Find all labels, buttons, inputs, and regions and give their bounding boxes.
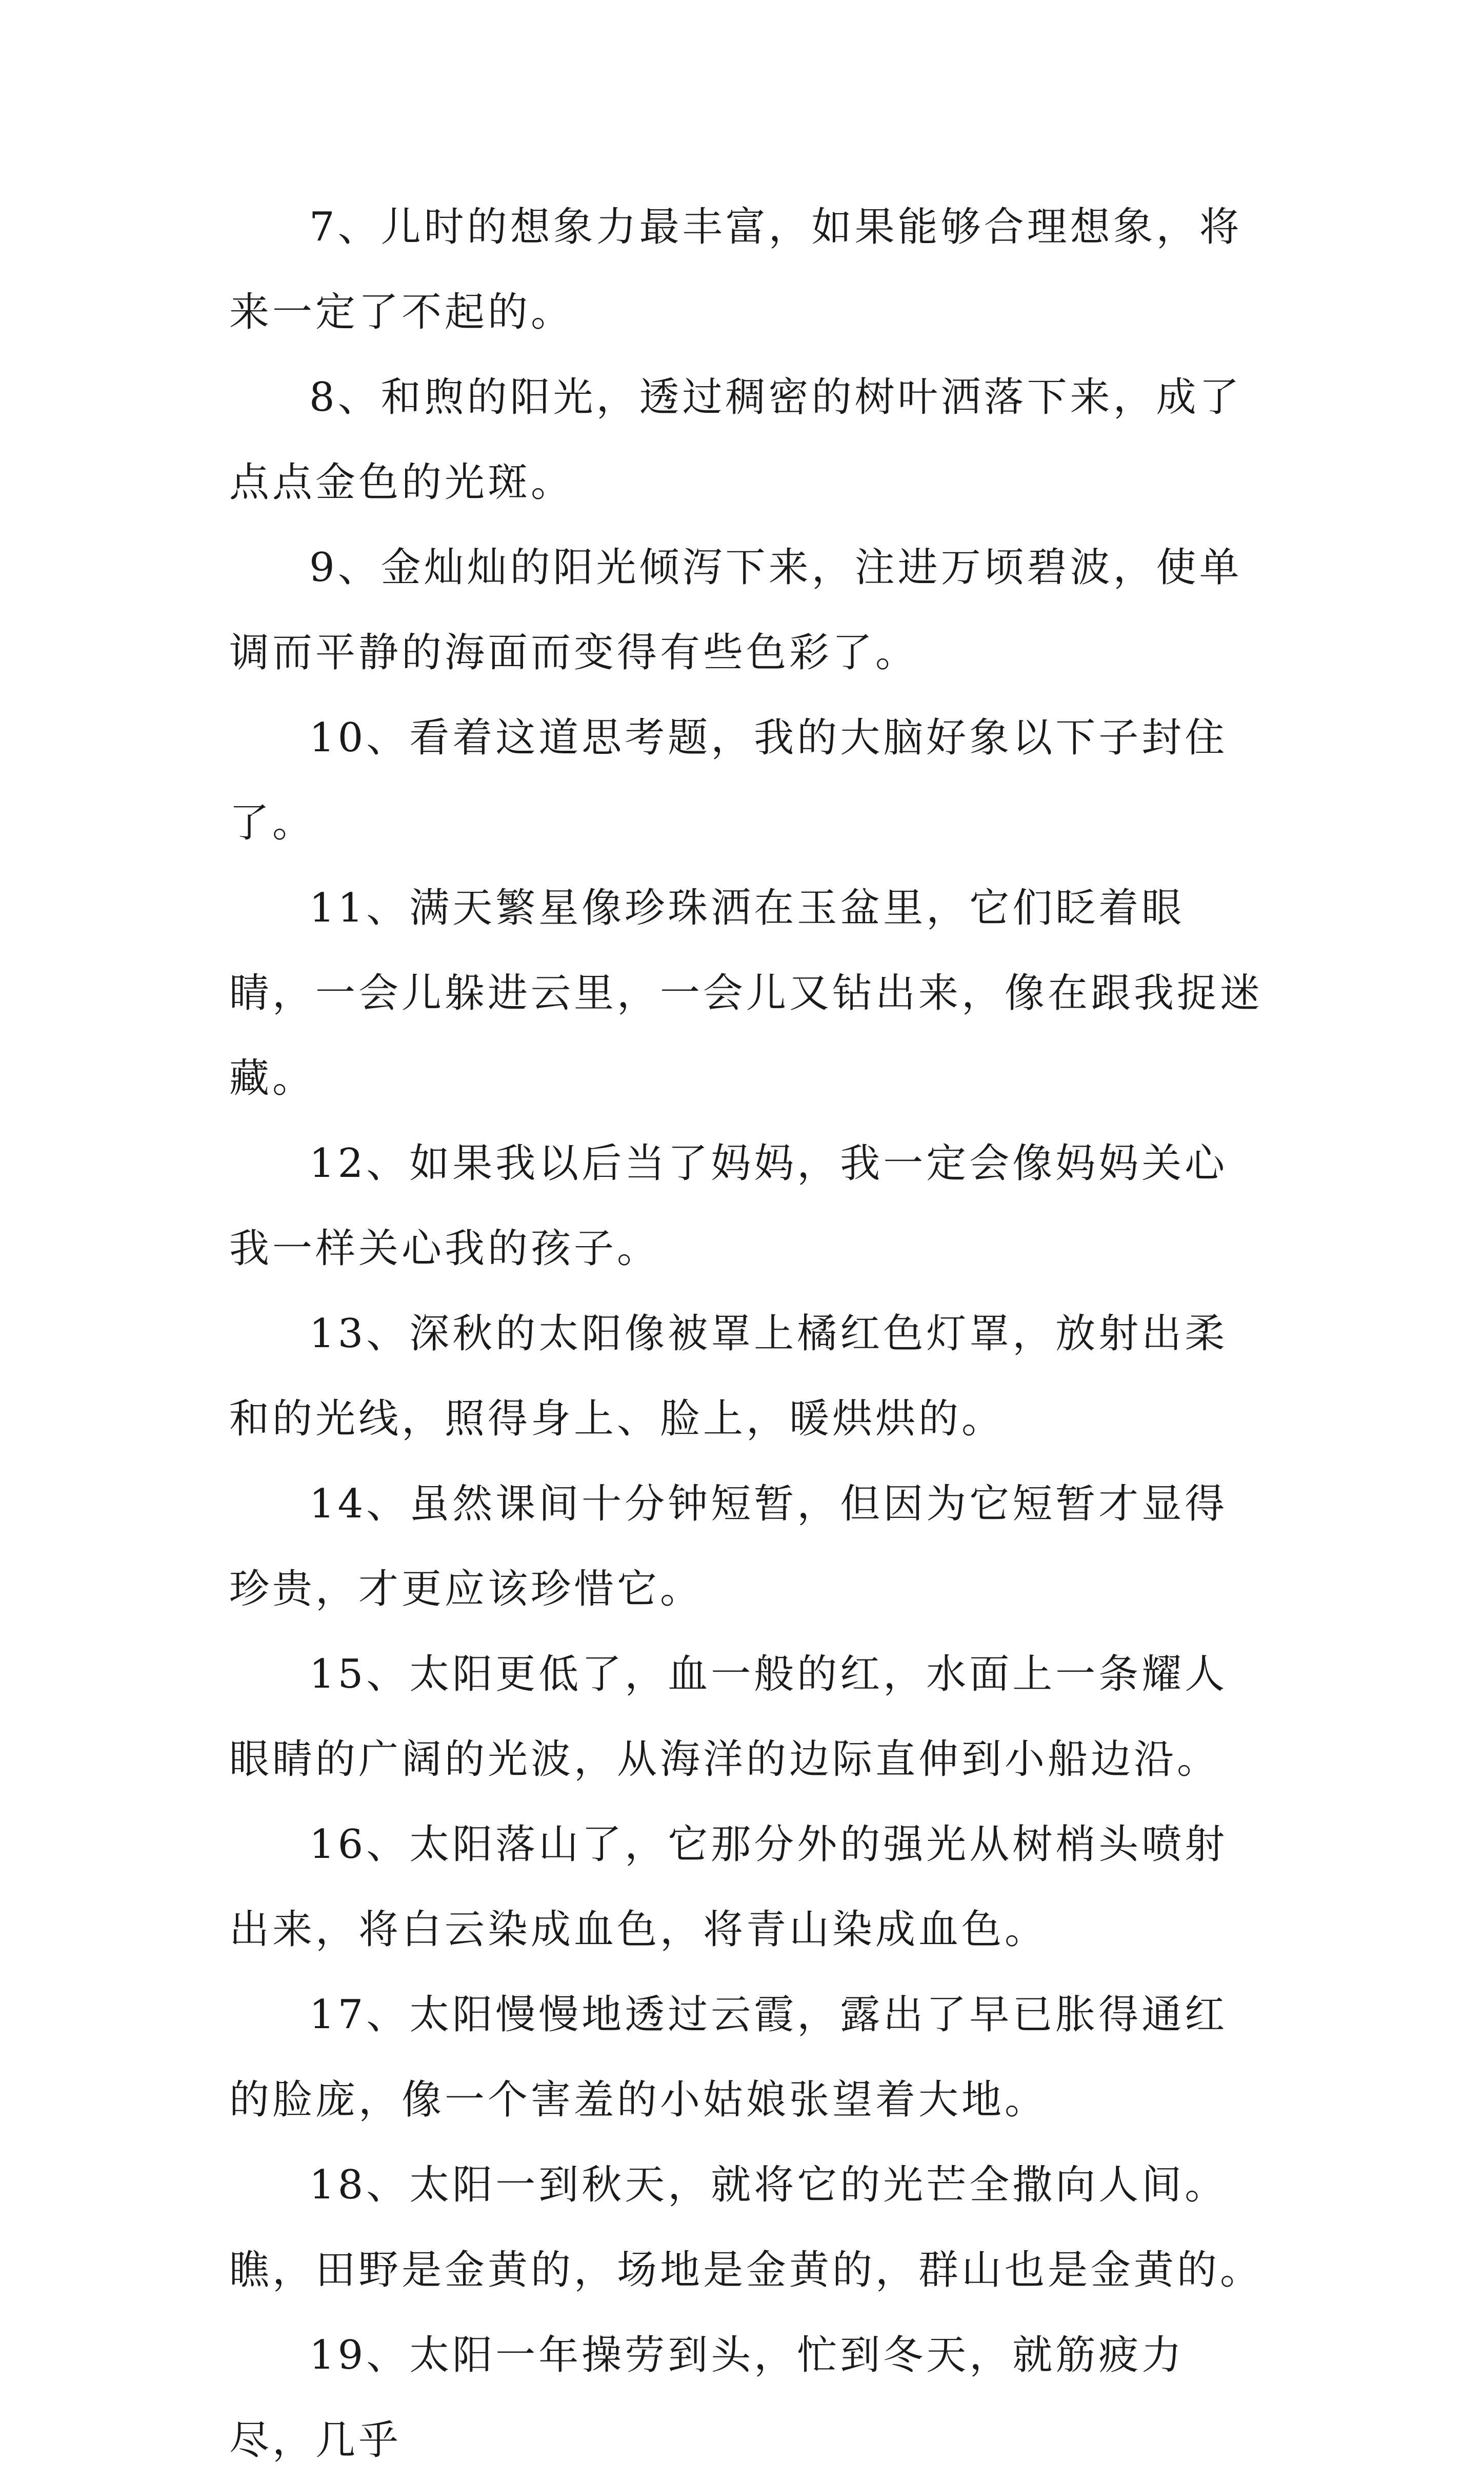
- paragraph-16: 16、太阳落山了，它那分外的强光从树梢头喷射出来，将白云染成血色，将青山染成血色。: [229, 1821, 1228, 1953]
- document-body: [229, 185, 1270, 2483]
- paragraph-12: 12、如果我以后当了妈妈，我一定会像妈妈关心我一样关心我的孩子。: [229, 1140, 1228, 1272]
- paragraph-19: 19、太阳一年操劳到头，忙到冬天，就筋疲力尽，几乎: [229, 2332, 1185, 2464]
- paragraph-10: 10、看着这道思考题，我的大脑好象以下子封住了。: [229, 715, 1228, 846]
- paragraph-8: 8、和煦的阳光，透过稠密的树叶洒落下来，成了点点金色的光斑。: [229, 374, 1242, 506]
- paragraph-14: 14、虽然课间十分钟短暂，但因为它短暂才显得珍贵，才更应该珍惜它。: [229, 1481, 1228, 1612]
- paragraph-11: 11、满天繁星像珍珠洒在玉盆里，它们眨着眼睛，一会儿躲进云里，一会儿又钻出来，像在跟我捉迷藏。: [229, 885, 1264, 1102]
- paragraph-9: 9、金灿灿的阳光倾泻下来，注进万顷碧波，使单调而平静的海面而变得有些色彩了。: [229, 545, 1242, 676]
- paragraph-15: 15、太阳更低了，血一般的红，水面上一条耀人眼睛的广阔的光波，从海洋的边际直伸到小船边沿。: [229, 1651, 1228, 1783]
- paragraph-17: 17、太阳慢慢地透过云霞，露出了早已胀得通红的脸庞，像一个害羞的小姑娘张望着大地。: [229, 1992, 1228, 2123]
- paragraph-18: 18、太阳一到秋天，就将它的光芒全撒向人间。瞧，田野是金黄的，场地是金黄的，群山也是金黄的。: [229, 2162, 1264, 2293]
- paragraph-13: 13、深秋的太阳像被罩上橘红色灯罩，放射出柔和的光线，照得身上、脸上，暖烘烘的。: [229, 1311, 1228, 1442]
- paragraph-7: 7、儿时的想象力最丰富，如果能够合理想象，将来一定了不起的。: [229, 204, 1242, 335]
